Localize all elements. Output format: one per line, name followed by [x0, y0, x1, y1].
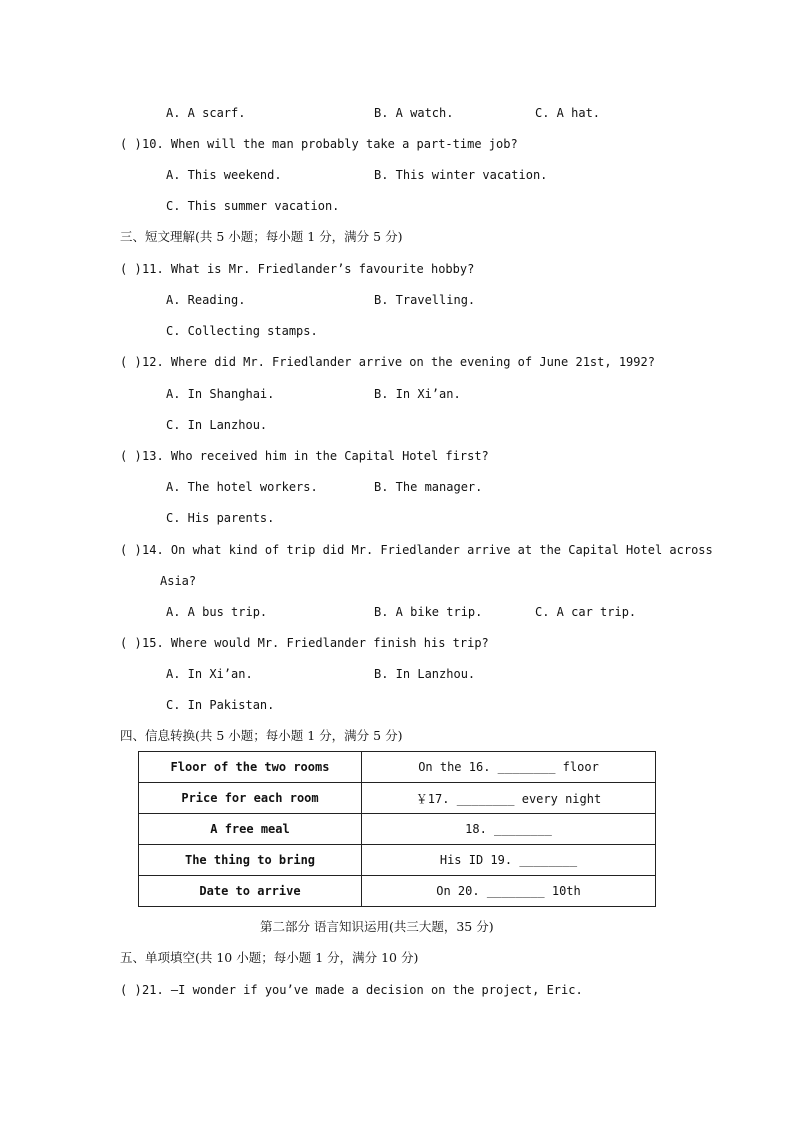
q15-option-a: A. In Xi’an.	[166, 667, 253, 681]
table-cell-label: Date to arrive	[139, 876, 362, 907]
q12-option-b: B. In Xi’an.	[374, 387, 461, 401]
table-row	[139, 783, 656, 814]
answer-blank[interactable]: ( )	[120, 137, 142, 151]
q10-option-c: C. This summer vacation.	[166, 199, 340, 213]
question-text: 21. —I wonder if you’ve made a decision on the project, Eric.	[142, 983, 583, 997]
q9-option-c: C. A hat.	[535, 106, 601, 120]
q13-option-b: B. The manager.	[374, 480, 483, 494]
question-text: 10. When will the man probably take a part-time job?	[142, 137, 518, 151]
table-row	[139, 814, 656, 845]
table-cell-label: Floor of the two rooms	[139, 752, 362, 783]
q13-option-c: C. His parents.	[166, 511, 275, 525]
question-text: 11. What is Mr. Friedlander’s favourite hobby?	[142, 262, 475, 276]
table-row	[139, 845, 656, 876]
answer-blank[interactable]: ( )	[120, 983, 142, 997]
question-13	[120, 448, 489, 464]
question-text: 14. On what kind of trip did Mr. Friedlander arrive at the Capital Hotel across	[142, 543, 713, 557]
answer-blank[interactable]: ( )	[120, 262, 142, 276]
q11-option-c: C. Collecting stamps.	[166, 324, 318, 338]
q9-option-b: B. A watch.	[374, 106, 454, 120]
answer-blank[interactable]: ( )	[120, 355, 142, 369]
q10-option-b: B. This winter vacation.	[374, 168, 548, 182]
answer-blank[interactable]: ( )	[120, 543, 142, 557]
question-21	[120, 982, 583, 998]
section-5-title: 五、单项填空(共 10 小题；每小题 1 分，满分 10 分)	[120, 950, 419, 965]
table-cell-value[interactable]: ￥17. ________ every night	[362, 783, 656, 814]
table-row	[139, 876, 656, 907]
question-text: 15. Where would Mr. Friedlander finish his trip?	[142, 636, 489, 650]
q14-option-b: B. A bike trip.	[374, 605, 483, 619]
table-cell-label: A free meal	[139, 814, 362, 845]
table-row	[139, 752, 656, 783]
q11-option-a: A. Reading.	[166, 293, 246, 307]
table-cell-value[interactable]: On 20. ________ 10th	[362, 876, 656, 907]
q11-option-b: B. Travelling.	[374, 293, 476, 307]
table-cell-value[interactable]: On the 16. ________ floor	[362, 752, 656, 783]
section-3-title: 三、短文理解(共 5 小题；每小题 1 分，满分 5 分)	[120, 229, 403, 244]
q13-option-a: A. The hotel workers.	[166, 480, 318, 494]
question-15	[120, 635, 489, 651]
q15-option-b: B. In Lanzhou.	[374, 667, 476, 681]
q14-option-a: A. A bus trip.	[166, 605, 268, 619]
table-cell-label: The thing to bring	[139, 845, 362, 876]
question-14	[120, 542, 713, 558]
q9-option-a: A. A scarf.	[166, 106, 246, 120]
question-11	[120, 261, 474, 277]
section-4-title: 四、信息转换(共 5 小题；每小题 1 分，满分 5 分)	[120, 728, 403, 743]
question-10	[120, 136, 518, 152]
question-text: 13. Who received him in the Capital Hotel first?	[142, 449, 489, 463]
table-cell-label: Price for each room	[139, 783, 362, 814]
question-text: 12. Where did Mr. Friedlander arrive on the evening of June 21st, 1992?	[142, 355, 655, 369]
answer-blank[interactable]: ( )	[120, 636, 142, 650]
info-transfer-table	[138, 751, 656, 907]
table-cell-value[interactable]: His ID 19. ________	[362, 845, 656, 876]
part-2-title: 第二部分 语言知识运用(共三大题，35 分)	[260, 919, 494, 934]
q10-option-a: A. This weekend.	[166, 168, 282, 182]
question-12	[120, 354, 655, 370]
question-14-continued: Asia?	[160, 574, 197, 588]
q14-option-c: C. A car trip.	[535, 605, 637, 619]
table-cell-value[interactable]: 18. ________	[362, 814, 656, 845]
answer-blank[interactable]: ( )	[120, 449, 142, 463]
q12-option-a: A. In Shanghai.	[166, 387, 275, 401]
q12-option-c: C. In Lanzhou.	[166, 418, 268, 432]
q15-option-c: C. In Pakistan.	[166, 698, 275, 712]
